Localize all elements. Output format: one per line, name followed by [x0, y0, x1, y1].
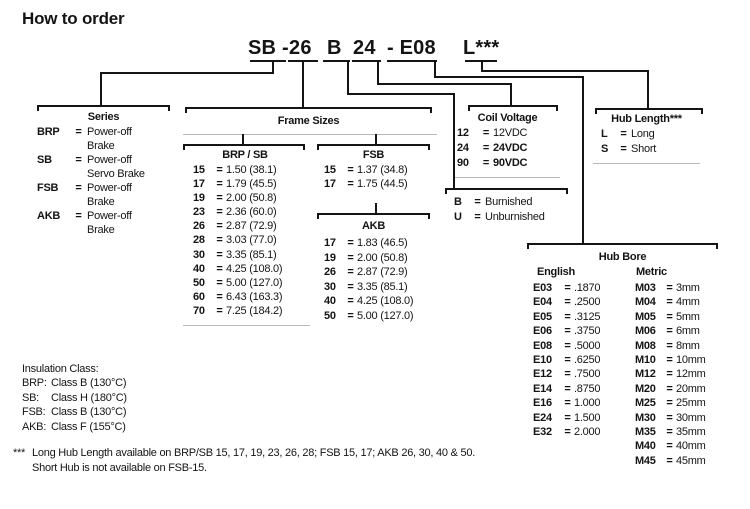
equals-sign: = — [564, 368, 571, 381]
hub-bore-row — [533, 353, 600, 367]
equals-sign: = — [564, 325, 571, 338]
fsb-title: FSB — [362, 149, 385, 161]
coil-voltage-row — [455, 156, 560, 171]
equals-sign: = — [75, 126, 82, 138]
bore-value: 30mm — [676, 411, 706, 424]
frame-value: 4.25 (108.0) — [226, 262, 283, 275]
underline — [387, 60, 437, 62]
frame-size-row — [186, 233, 304, 247]
bore-value: 20mm — [676, 382, 706, 395]
frame-size-row — [186, 304, 304, 318]
hub-bore-row — [635, 339, 706, 353]
bore-value: 12mm — [676, 368, 706, 381]
hub-bore-row — [635, 411, 706, 425]
part-number-segment-hublength: L*** — [463, 37, 500, 59]
burnish-row — [445, 210, 568, 225]
hub-bore-row — [635, 382, 706, 396]
insulation-value: Class F (155°C) — [51, 420, 126, 433]
hub-bore-row — [533, 324, 600, 338]
frame-code: 15 — [193, 164, 205, 176]
bore-value: 3mm — [676, 282, 700, 294]
insulation-label: SB: — [22, 391, 39, 404]
frame-size-row — [317, 177, 430, 191]
frame-value: 3.03 (77.0) — [226, 234, 277, 247]
akb-title: AKB — [361, 220, 386, 232]
voltage-code: 12 — [457, 127, 469, 139]
hub-bore-row — [533, 295, 600, 309]
equals-sign: = — [564, 339, 571, 352]
frame-size-row — [186, 219, 304, 233]
connector-line — [100, 72, 102, 105]
bore-value: 10mm — [676, 354, 706, 367]
hub-bore-row — [635, 439, 706, 453]
hub-bore-row — [635, 353, 706, 367]
equals-sign: = — [347, 164, 354, 176]
underline — [250, 60, 286, 62]
equals-sign: = — [666, 354, 673, 367]
bore-code: M30 — [635, 411, 656, 424]
frame-value: 6.43 (163.3) — [226, 290, 283, 303]
voltage-value: 90VDC — [493, 157, 528, 170]
series-value: Power-off Brake — [87, 182, 132, 208]
hub-length-code: L — [601, 128, 608, 140]
bore-value: .3750 — [574, 325, 601, 338]
frame-value: 1.83 (46.5) — [357, 237, 408, 249]
equals-sign: = — [620, 143, 627, 155]
bore-value: 25mm — [676, 397, 706, 410]
hub-length-box — [593, 112, 700, 157]
bore-code: E24 — [533, 411, 552, 424]
burnish-code: U — [454, 211, 462, 224]
frame-code: 40 — [324, 295, 336, 308]
equals-sign: = — [564, 310, 571, 323]
connector-line — [481, 70, 649, 72]
hub-bore-row — [533, 367, 600, 381]
hub-length-row — [593, 142, 700, 157]
bracket-hub-bore — [527, 243, 718, 249]
equals-sign: = — [666, 426, 673, 439]
brpsb-title: BRP / SB — [222, 149, 268, 161]
hub-bore-row — [635, 454, 706, 468]
connector-line — [302, 61, 304, 107]
equals-sign: = — [666, 368, 673, 381]
frame-value: 2.00 (50.8) — [226, 192, 277, 205]
equals-sign: = — [620, 128, 627, 140]
frame-size-row — [186, 191, 304, 205]
frame-size-row — [186, 248, 304, 262]
equals-sign: = — [347, 295, 354, 308]
frame-value: 7.25 (184.2) — [226, 304, 283, 317]
equals-sign: = — [216, 276, 223, 289]
insulation-value: Class B (130°C) — [51, 406, 127, 419]
burnish-code: B — [454, 196, 462, 208]
equals-sign: = — [347, 178, 354, 191]
equals-sign: = — [75, 210, 82, 222]
frame-size-row — [317, 294, 430, 309]
bore-code: M05 — [635, 310, 656, 323]
equals-sign: = — [216, 304, 223, 317]
equals-sign: = — [666, 310, 673, 323]
frame-code: 19 — [193, 192, 205, 205]
series-row — [37, 125, 170, 153]
equals-sign: = — [347, 309, 354, 322]
voltage-value: 24VDC — [493, 142, 528, 155]
frame-value: 1.50 (38.1) — [226, 164, 277, 176]
hub-bore-row — [533, 396, 600, 410]
hub-length-row — [593, 127, 700, 142]
hub-bore-row — [635, 295, 706, 309]
equals-sign: = — [216, 248, 223, 261]
connector-line — [377, 83, 512, 85]
bore-code: E06 — [533, 325, 552, 338]
burnish-value: Burnished — [485, 196, 533, 208]
frame-code: 30 — [193, 248, 205, 261]
hub-bore-row — [635, 324, 706, 338]
frame-code: 30 — [324, 280, 336, 293]
frame-value: 2.87 (72.9) — [226, 220, 277, 233]
bore-code: M08 — [635, 339, 656, 352]
bore-code: M40 — [635, 440, 656, 453]
frame-code: 15 — [324, 164, 336, 176]
footnote-line2: Short Hub is not available on FSB-15. — [32, 462, 207, 474]
bore-code: M04 — [635, 296, 656, 309]
equals-sign: = — [564, 426, 571, 439]
equals-sign: = — [216, 262, 223, 275]
equals-sign: = — [564, 382, 571, 395]
equals-sign: = — [564, 354, 571, 367]
bore-code: M35 — [635, 426, 656, 439]
frame-value: 2.87 (72.9) — [357, 266, 408, 279]
coil-voltage-row — [455, 126, 560, 141]
frame-value: 2.00 (50.8) — [357, 251, 408, 264]
bore-value: .8750 — [574, 382, 601, 395]
frame-value: 5.00 (127.0) — [226, 276, 283, 289]
equals-sign: = — [564, 397, 571, 410]
frame-size-row — [317, 309, 430, 324]
series-code: FSB — [37, 182, 59, 194]
frame-code: 17 — [193, 178, 205, 191]
hub-length-value: Short — [631, 143, 657, 155]
insulation-value: Class B (130°C) — [51, 377, 127, 390]
divider-rule — [183, 134, 437, 135]
brpsb-box — [186, 148, 304, 318]
series-code: BRP — [37, 126, 60, 138]
connector-line — [377, 61, 379, 85]
underline — [323, 60, 350, 62]
bore-value: .1870 — [574, 282, 601, 294]
series-value: Power-off Brake — [87, 126, 132, 152]
insulation-row — [22, 405, 127, 419]
connector-line — [375, 134, 377, 144]
divider-rule — [593, 163, 700, 164]
part-number-segment-series: SB - — [248, 37, 289, 59]
burnish-value: Unburnished — [485, 211, 545, 224]
hub-bore-english-header: English — [537, 266, 575, 278]
frame-code: 40 — [193, 262, 205, 275]
equals-sign: = — [474, 211, 481, 224]
bore-code: E03 — [533, 282, 552, 294]
hub-length-title: Hub Length*** — [611, 113, 682, 125]
frame-size-row — [186, 290, 304, 304]
frame-code: 28 — [193, 234, 205, 247]
bracket-burnish — [445, 188, 568, 194]
frame-value: 2.36 (60.0) — [226, 206, 277, 219]
hub-bore-row — [533, 339, 600, 353]
equals-sign: = — [482, 142, 490, 155]
bore-value: 1.500 — [574, 411, 601, 424]
bore-value: 5mm — [676, 310, 700, 323]
voltage-value: 12VDC — [493, 127, 528, 139]
connector-line — [375, 203, 377, 213]
part-number-segment-burnish: B — [327, 37, 342, 59]
hub-bore-title: Hub Bore — [598, 251, 647, 263]
bore-code: M03 — [635, 282, 656, 294]
bracket-frame-sizes — [185, 107, 432, 113]
equals-sign: = — [347, 251, 354, 264]
bore-code: E32 — [533, 426, 552, 439]
frame-size-row — [186, 205, 304, 219]
bore-code: M06 — [635, 325, 656, 338]
bore-code: M20 — [635, 382, 656, 395]
part-number-segment-bore: - E08 — [387, 37, 436, 59]
connector-line — [510, 83, 512, 105]
hub-bore-row — [635, 281, 706, 295]
hub-bore-row — [635, 425, 706, 439]
bore-code: E10 — [533, 354, 552, 367]
insulation-label: AKB: — [22, 420, 47, 433]
insulation-row — [22, 376, 127, 390]
connector-line — [582, 76, 584, 243]
connector-line — [242, 134, 244, 144]
series-row — [37, 209, 170, 237]
hub-bore-row — [635, 310, 706, 324]
coil-voltage-title: Coil Voltage — [477, 112, 538, 124]
bore-code: E05 — [533, 310, 552, 323]
bore-code: M45 — [635, 454, 656, 467]
connector-line — [100, 72, 274, 74]
burnish-box — [445, 195, 568, 225]
hub-bore-row — [533, 382, 600, 396]
frame-code: 60 — [193, 290, 205, 303]
frame-value: 5.00 (127.0) — [357, 309, 414, 322]
frame-sizes-title: Frame Sizes — [277, 115, 340, 127]
equals-sign: = — [666, 411, 673, 424]
frame-size-row — [186, 276, 304, 290]
part-number-segment-voltage: 24 — [353, 37, 376, 59]
equals-sign: = — [564, 296, 571, 309]
series-value: Power-off Servo Brake — [87, 154, 145, 180]
connector-line — [347, 61, 349, 95]
bore-code: E12 — [533, 368, 552, 381]
series-box — [37, 110, 170, 237]
frame-code: 26 — [193, 220, 205, 233]
hub-length-value: Long — [631, 128, 655, 140]
equals-sign: = — [347, 266, 354, 279]
equals-sign: = — [666, 454, 673, 467]
equals-sign: = — [75, 182, 82, 194]
voltage-code: 24 — [457, 142, 469, 155]
frame-size-row — [186, 177, 304, 191]
bore-value: .5000 — [574, 339, 601, 352]
insulation-row — [22, 391, 127, 405]
bore-code: E14 — [533, 382, 552, 395]
hub-bore-box — [527, 250, 718, 467]
insulation-title: Insulation Class: — [22, 363, 99, 375]
frame-size-row — [317, 236, 430, 251]
bore-value: 4mm — [676, 296, 700, 309]
bore-value: 8mm — [676, 339, 700, 352]
fsb-box — [317, 148, 430, 191]
equals-sign: = — [666, 382, 673, 395]
bore-value: .6250 — [574, 354, 601, 367]
page-title: How to order — [22, 9, 125, 28]
bore-value: .3125 — [574, 310, 601, 323]
equals-sign: = — [75, 154, 82, 166]
frame-code: 26 — [324, 266, 336, 279]
equals-sign: = — [666, 325, 673, 338]
voltage-code: 90 — [457, 157, 469, 170]
bore-value: 40mm — [676, 440, 706, 453]
coil-voltage-row — [455, 141, 560, 156]
equals-sign: = — [347, 237, 354, 249]
hub-bore-english-column — [533, 281, 600, 439]
hub-bore-metric-header: Metric — [636, 266, 667, 278]
connector-line — [434, 76, 584, 78]
hub-bore-row — [635, 367, 706, 381]
frame-sizes-box — [185, 114, 432, 129]
equals-sign: = — [216, 206, 223, 219]
frame-code: 19 — [324, 251, 336, 264]
equals-sign: = — [474, 196, 481, 208]
bore-value: 6mm — [676, 325, 700, 338]
connector-line — [647, 70, 649, 108]
bore-code: M10 — [635, 354, 656, 367]
frame-value: 1.79 (45.5) — [226, 178, 277, 191]
series-code: SB — [37, 154, 52, 166]
frame-size-row — [317, 163, 430, 177]
series-row — [37, 181, 170, 209]
equals-sign: = — [216, 164, 223, 176]
hub-bore-row — [533, 425, 600, 439]
frame-size-row — [317, 251, 430, 266]
equals-sign: = — [216, 178, 223, 191]
hub-length-code: S — [601, 143, 609, 155]
frame-size-row — [317, 265, 430, 280]
frame-code: 50 — [193, 276, 205, 289]
equals-sign: = — [666, 282, 673, 294]
hub-bore-row — [533, 310, 600, 324]
frame-size-row — [317, 280, 430, 295]
part-number-segment-frame: 26 — [289, 37, 312, 59]
bore-code: E16 — [533, 397, 552, 410]
equals-sign: = — [666, 296, 673, 309]
series-row — [37, 153, 170, 181]
equals-sign: = — [216, 234, 223, 247]
equals-sign: = — [666, 397, 673, 410]
equals-sign: = — [216, 192, 223, 205]
hub-bore-row — [533, 281, 600, 295]
bore-code: M25 — [635, 397, 656, 410]
equals-sign: = — [482, 157, 490, 170]
bore-value: 2.000 — [574, 426, 601, 439]
series-title: Series — [87, 111, 120, 123]
hub-bore-metric-column — [635, 281, 706, 468]
frame-value: 4.25 (108.0) — [357, 295, 414, 308]
burnish-row — [445, 195, 568, 210]
insulation-value: Class H (180°C) — [51, 391, 127, 404]
equals-sign: = — [666, 339, 673, 352]
insulation-class-box — [22, 362, 127, 434]
equals-sign: = — [564, 282, 571, 294]
bore-code: M12 — [635, 368, 656, 381]
equals-sign: = — [564, 411, 571, 424]
bore-code: E08 — [533, 339, 552, 352]
equals-sign: = — [216, 290, 223, 303]
divider-rule — [183, 325, 310, 326]
akb-box — [317, 219, 430, 324]
divider-rule — [455, 177, 560, 178]
bore-value: 35mm — [676, 426, 706, 439]
insulation-label: BRP: — [22, 377, 47, 390]
bore-code: E04 — [533, 296, 552, 309]
bore-value: 45mm — [676, 454, 706, 467]
footnote-marker: *** — [13, 447, 26, 459]
series-code: AKB — [37, 210, 61, 222]
insulation-label: FSB: — [22, 406, 46, 419]
frame-code: 50 — [324, 309, 336, 322]
equals-sign: = — [216, 220, 223, 233]
insulation-row — [22, 420, 127, 434]
bore-value: 1.000 — [574, 397, 601, 410]
equals-sign: = — [347, 280, 354, 293]
frame-value: 1.37 (34.8) — [357, 164, 408, 176]
frame-code: 17 — [324, 237, 336, 249]
frame-size-row — [186, 262, 304, 276]
equals-sign: = — [666, 440, 673, 453]
bore-value: .7500 — [574, 368, 601, 381]
frame-code: 17 — [324, 178, 336, 191]
frame-code: 70 — [193, 304, 205, 317]
frame-size-row — [186, 163, 304, 177]
equals-sign: = — [482, 127, 490, 139]
frame-value: 3.35 (85.1) — [357, 280, 408, 293]
frame-code: 23 — [193, 206, 205, 219]
hub-bore-row — [533, 411, 600, 425]
series-value: Power-off Brake — [87, 210, 132, 236]
hub-bore-row — [635, 396, 706, 410]
frame-value: 1.75 (44.5) — [357, 178, 408, 191]
bore-value: .2500 — [574, 296, 601, 309]
connector-line — [347, 93, 455, 95]
frame-value: 3.35 (85.1) — [226, 248, 277, 261]
coil-voltage-box — [455, 111, 560, 172]
footnote-line1: Long Hub Length available on BRP/SB 15, 17, 19, 23, 26, 28; FSB 15, 17; AKB 26, 30, 40 & 50. — [32, 447, 475, 459]
